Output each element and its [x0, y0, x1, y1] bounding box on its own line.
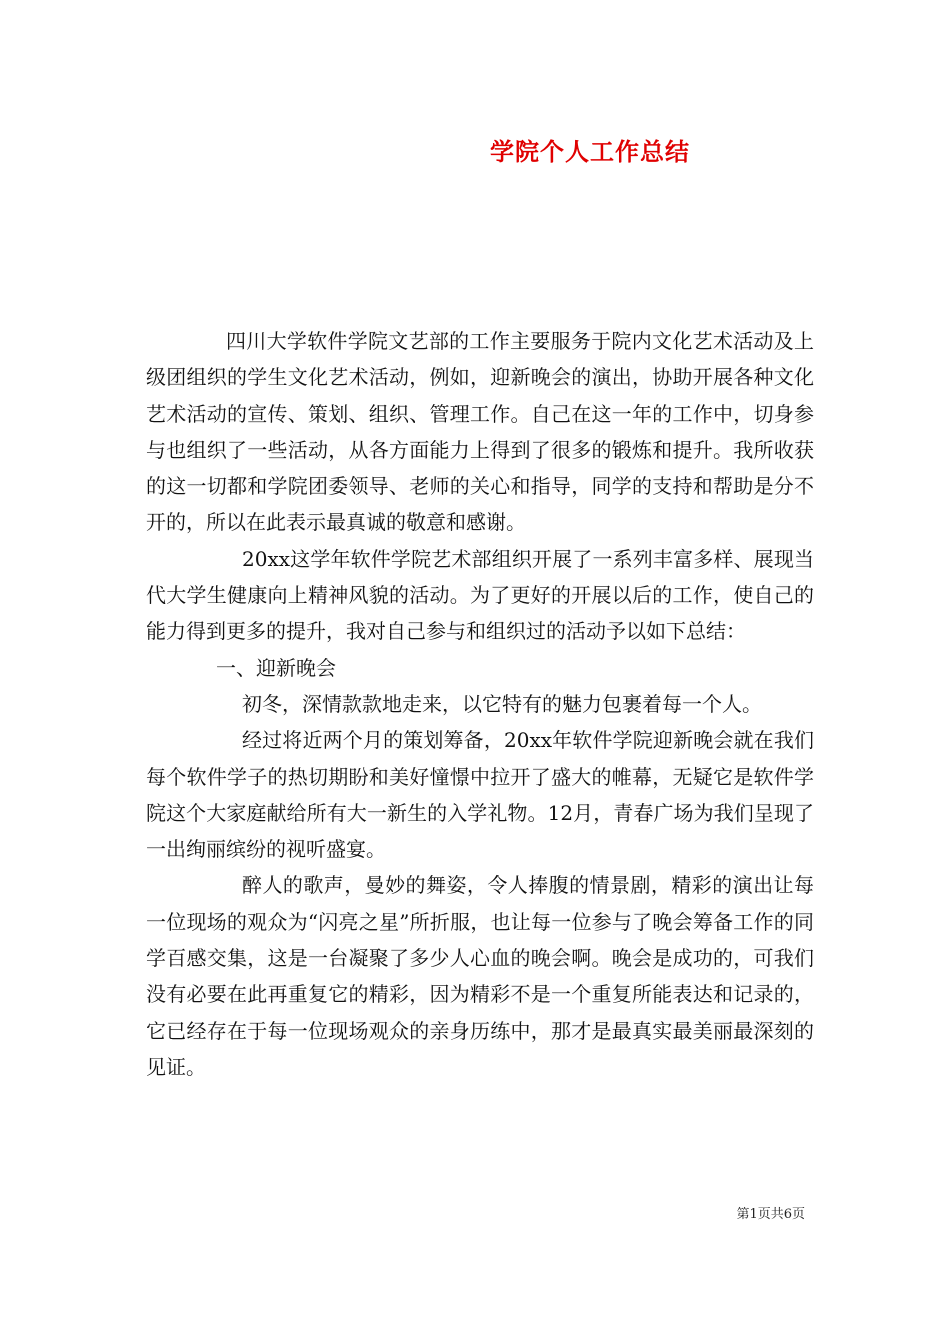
section-heading: 一、迎新晚会: [216, 655, 336, 680]
paragraph-preparation: 经过将近两个月的策划筹备，20xx年软件学院迎新晚会就在我们每个软件学子的热切期盼和美好憧憬中拉开了盛大的帷幕，无疑它是软件学院这个大家庭献给所有大一新生的入学礼物。12月，青春广场为我们呈现了一出绚丽缤纷的视听盛宴。: [146, 728, 814, 862]
paragraph-performance: 醉人的歌声，曼妙的舞姿，令人捧腹的情景剧，精彩的演出让每一位现场的观众为“闪亮之星”所折服，也让每一位参与了晚会筹备工作的同学百感交集，这是一台凝聚了多少人心血的晚会啊。晚会是成功的，可我们没有必要在此再重复它的精彩，因为精彩不是一个重复所能表达和记录的，它已经存在于每一位现场观众的亲身历练中，那才是最真实最美丽最深刻的见证。: [146, 873, 814, 1079]
paragraph-early-winter: 初冬，深情款款地走来，以它特有的魅力包裹着每一个人。: [242, 691, 762, 716]
page-number: 第1页共6页: [736, 1207, 805, 1222]
paragraph-intro: 四川大学软件学院文艺部的工作主要服务于院内文化艺术活动及上级团组织的学生文化艺术活动，例如，迎新晚会的演出，协助开展各种文化艺术活动的宣传、策划、组织、管理工作。自己在这一年的工作中，切身参与也组织了一些活动，从各方面能力上得到了很多的锻炼和提升。我所收获的这一切都和学院团委领导、老师的关心和指导，同学的支持和帮助是分不开的，所以在此表示最真诚的敬意和感谢。: [146, 329, 814, 535]
document-body: [146, 323, 814, 1085]
paragraph-overview: 20xx这学年软件学院艺术部组织开展了一系列丰富多样、展现当代大学生健康向上精神风貌的活动。为了更好的开展以后的工作，使自己的能力得到更多的提升，我对自己参与和组织过的活动予以如下总结：: [146, 546, 814, 644]
document-title: 学院个人工作总结: [490, 138, 690, 166]
